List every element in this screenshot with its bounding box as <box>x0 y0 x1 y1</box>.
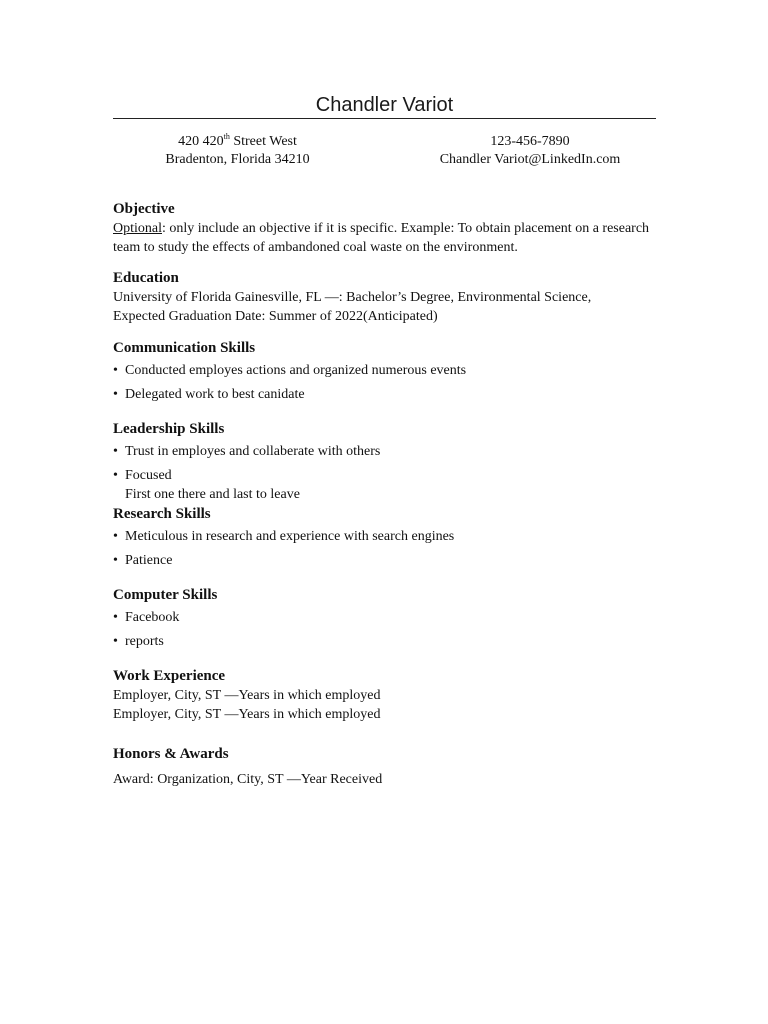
work-heading: Work Experience <box>113 668 226 684</box>
address-line-2: Bradenton, Florida 34210 <box>165 152 310 167</box>
communication-section <box>113 338 658 404</box>
research-heading: Research Skills <box>113 506 211 522</box>
work-line-2: Employer, City, ST —Years in which employed <box>113 707 381 722</box>
computer-section <box>113 585 658 651</box>
leadership-extra-line: First one there and last to leave <box>125 487 300 502</box>
honors-section <box>113 744 658 789</box>
research-section <box>113 504 658 570</box>
education-heading: Education <box>113 270 179 286</box>
objective-heading: Objective <box>113 201 175 217</box>
honors-heading: Honors & Awards <box>113 746 229 762</box>
optional-label: Optional <box>113 221 162 236</box>
list-item: • Conducted employes actions and organized numerous events <box>113 361 658 380</box>
computer-heading: Computer Skills <box>113 587 218 603</box>
address-line-1 <box>130 133 345 151</box>
address-ordinal-suffix: th <box>223 132 230 141</box>
address-street: Street West <box>229 134 297 149</box>
list-item: • Trust in employes and collaberate with others <box>113 442 658 461</box>
contact-block <box>420 133 640 169</box>
work-section <box>113 666 658 724</box>
candidate-name: Chandler Variot <box>315 94 454 116</box>
communication-heading: Communication Skills <box>113 340 256 356</box>
objective-body: : only include an objective if it is specific. Example: To obtain placement on a research team to study the effects of ambandoned coal waste on the environment. <box>113 221 650 255</box>
list-item: • Facebook <box>113 608 658 627</box>
education-line-2: Expected Graduation Date: Summer of 2022(Anticipated) <box>113 309 438 324</box>
education-section <box>113 268 658 326</box>
phone-number: 123-456-7890 <box>490 134 570 149</box>
email-address: Chandler Variot@LinkedIn.com <box>439 152 621 167</box>
work-line-1: Employer, City, ST —Years in which employed <box>113 688 381 703</box>
address-block <box>130 133 345 169</box>
list-item: • Delegated work to best canidate <box>113 385 658 404</box>
objective-section <box>113 199 658 257</box>
list-item: • reports <box>113 632 658 651</box>
leadership-heading: Leadership Skills <box>113 421 225 437</box>
resume-body <box>113 199 658 789</box>
honors-line: Award: Organization, City, ST —Year Received <box>113 772 383 787</box>
address-number: 420 420 <box>178 134 224 149</box>
list-item: • Focused <box>113 466 658 485</box>
education-line-1: University of Florida Gainesville, FL —: Bachelor’s Degree, Environmental Science, <box>113 290 592 305</box>
list-item: • Meticulous in research and experience with search engines <box>113 527 658 546</box>
list-item: • Patience <box>113 551 658 570</box>
leadership-section <box>113 419 658 504</box>
objective-text <box>113 219 658 257</box>
header-divider <box>113 118 656 119</box>
